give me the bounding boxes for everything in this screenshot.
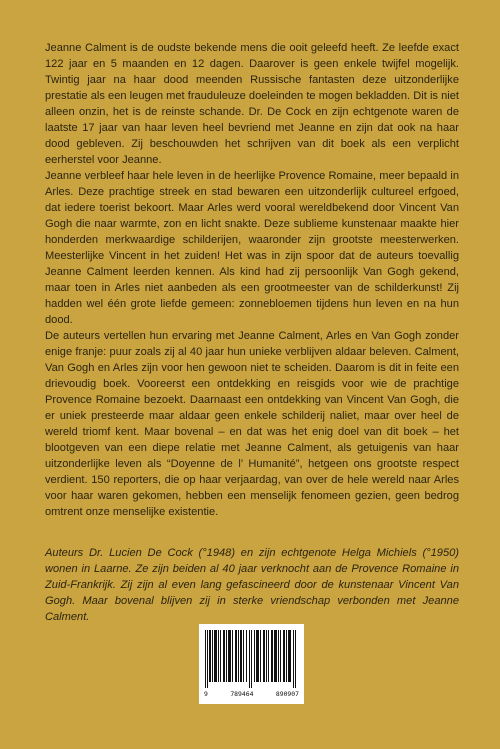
blurb-paragraph-3: De auteurs vertellen hun ervaring met Jeanne Calment, Arles en Van Gogh zonder enige franje: puur zoals zij al 40 jaar hun unieke verblijven aldaar beleven. Calment, Van Gogh en Arles zijn voor hen gewoon niet te scheiden. Daarom is dit in feite een drievoudig boek. Vooreerst een ontdekking en reisgids voor wie de prachtige Provence Romaine bezoekt. Daarnaast een ontdekking van Vincent Van Gogh, die er uniek presteerde maar aldaar geen enkele schilderij naliet, maar over heel de wereld triomf kent. Maar bovenal – en dat was het enig doel van dit boek – het blootgeven van een diepe relatie met Jeanne Calment, als getuigenis van haar uitzonderlijke leven als “Doyenne de l’ Humanité”, hetgeen ons grootste respect verdient. 150 reporters, die op haar verjaardag, van over de hele wereld naar Arles voor haar waren gekomen, hebben een menselijk fenomeen gezien, geen bedrog omtrent onze menselijke existentie. (45, 330, 459, 518)
barcode-bars-icon (205, 630, 298, 688)
barcode-digits-right: 890907 (275, 690, 299, 698)
blurb-paragraph-1: Jeanne Calment is de oudste bekende mens die ooit geleefd heeft. Ze leefde exact 122 jaar en 5 maanden en 12 dagen. Daarover is geen enkele twijfel mogelijk. Twintig jaar na haar dood meenden Russische fantasten deze uitzonderlijke prestatie als een leugen met frauduleuze doeleinden te mogen bekladden. Dit is niet alleen onzin, het is de reinste schande. Dr. De Cock en zijn echtgenote waren de laatste 17 jaar van haar leven heel bevriend met Jeanne en zijn dat ook na haar dood gebleven. Zij beschouwden het schrijven van dit boek als een verplicht eerherstel voor Jeanne. (45, 42, 459, 166)
barcode-digit-lead: 9 (204, 690, 208, 698)
barcode-digits (199, 690, 304, 698)
barcode-digits-left: 789464 (230, 690, 254, 698)
blurb-text (45, 40, 459, 520)
isbn-barcode (199, 624, 304, 704)
blurb-paragraph-2: Jeanne verbleef haar hele leven in de heerlijke Provence Romaine, meer bepaald in Arles. Deze prachtige streek en stad bewaren een uitzonderlijk cultureel erfgoed, dat iedere toerist bekoort. Maar Arles werd vooral wereldbekend door Vincent Van Gogh die naar warmte, zon en licht snakte. Deze sublieme kunstenaar maakte hier honderden merkwaardige schilderijen, waaronder zijn grootste meesterwerken. Meesterlijke Vincent in het zuiden! Het was in zijn spoor dat de auteurs toevallig Jeanne Calment leerden kennen. Als kind had zij persoonlijk Van Gogh gekend, maar toen in Arles niet aanbeden als een grootmeester van de schilderkunst! Zij hadden wel één grote liefde gemeen: zonnebloemen tijdens hun leven en na hun dood. (45, 170, 459, 326)
author-bio: Auteurs Dr. Lucien De Cock (°1948) en zijn echtgenote Helga Michiels (°1950) wonen in Laarne. Ze zijn beiden al 40 jaar verknocht aan de Provence Romaine in Zuid-Frankrijk. Zij zijn al even lang gefascineerd door de kunstenaar Vincent Van Gogh. Maar bovenal blijven zij in sterke vriendschap verbonden met Jeanne Calment. (45, 547, 459, 623)
